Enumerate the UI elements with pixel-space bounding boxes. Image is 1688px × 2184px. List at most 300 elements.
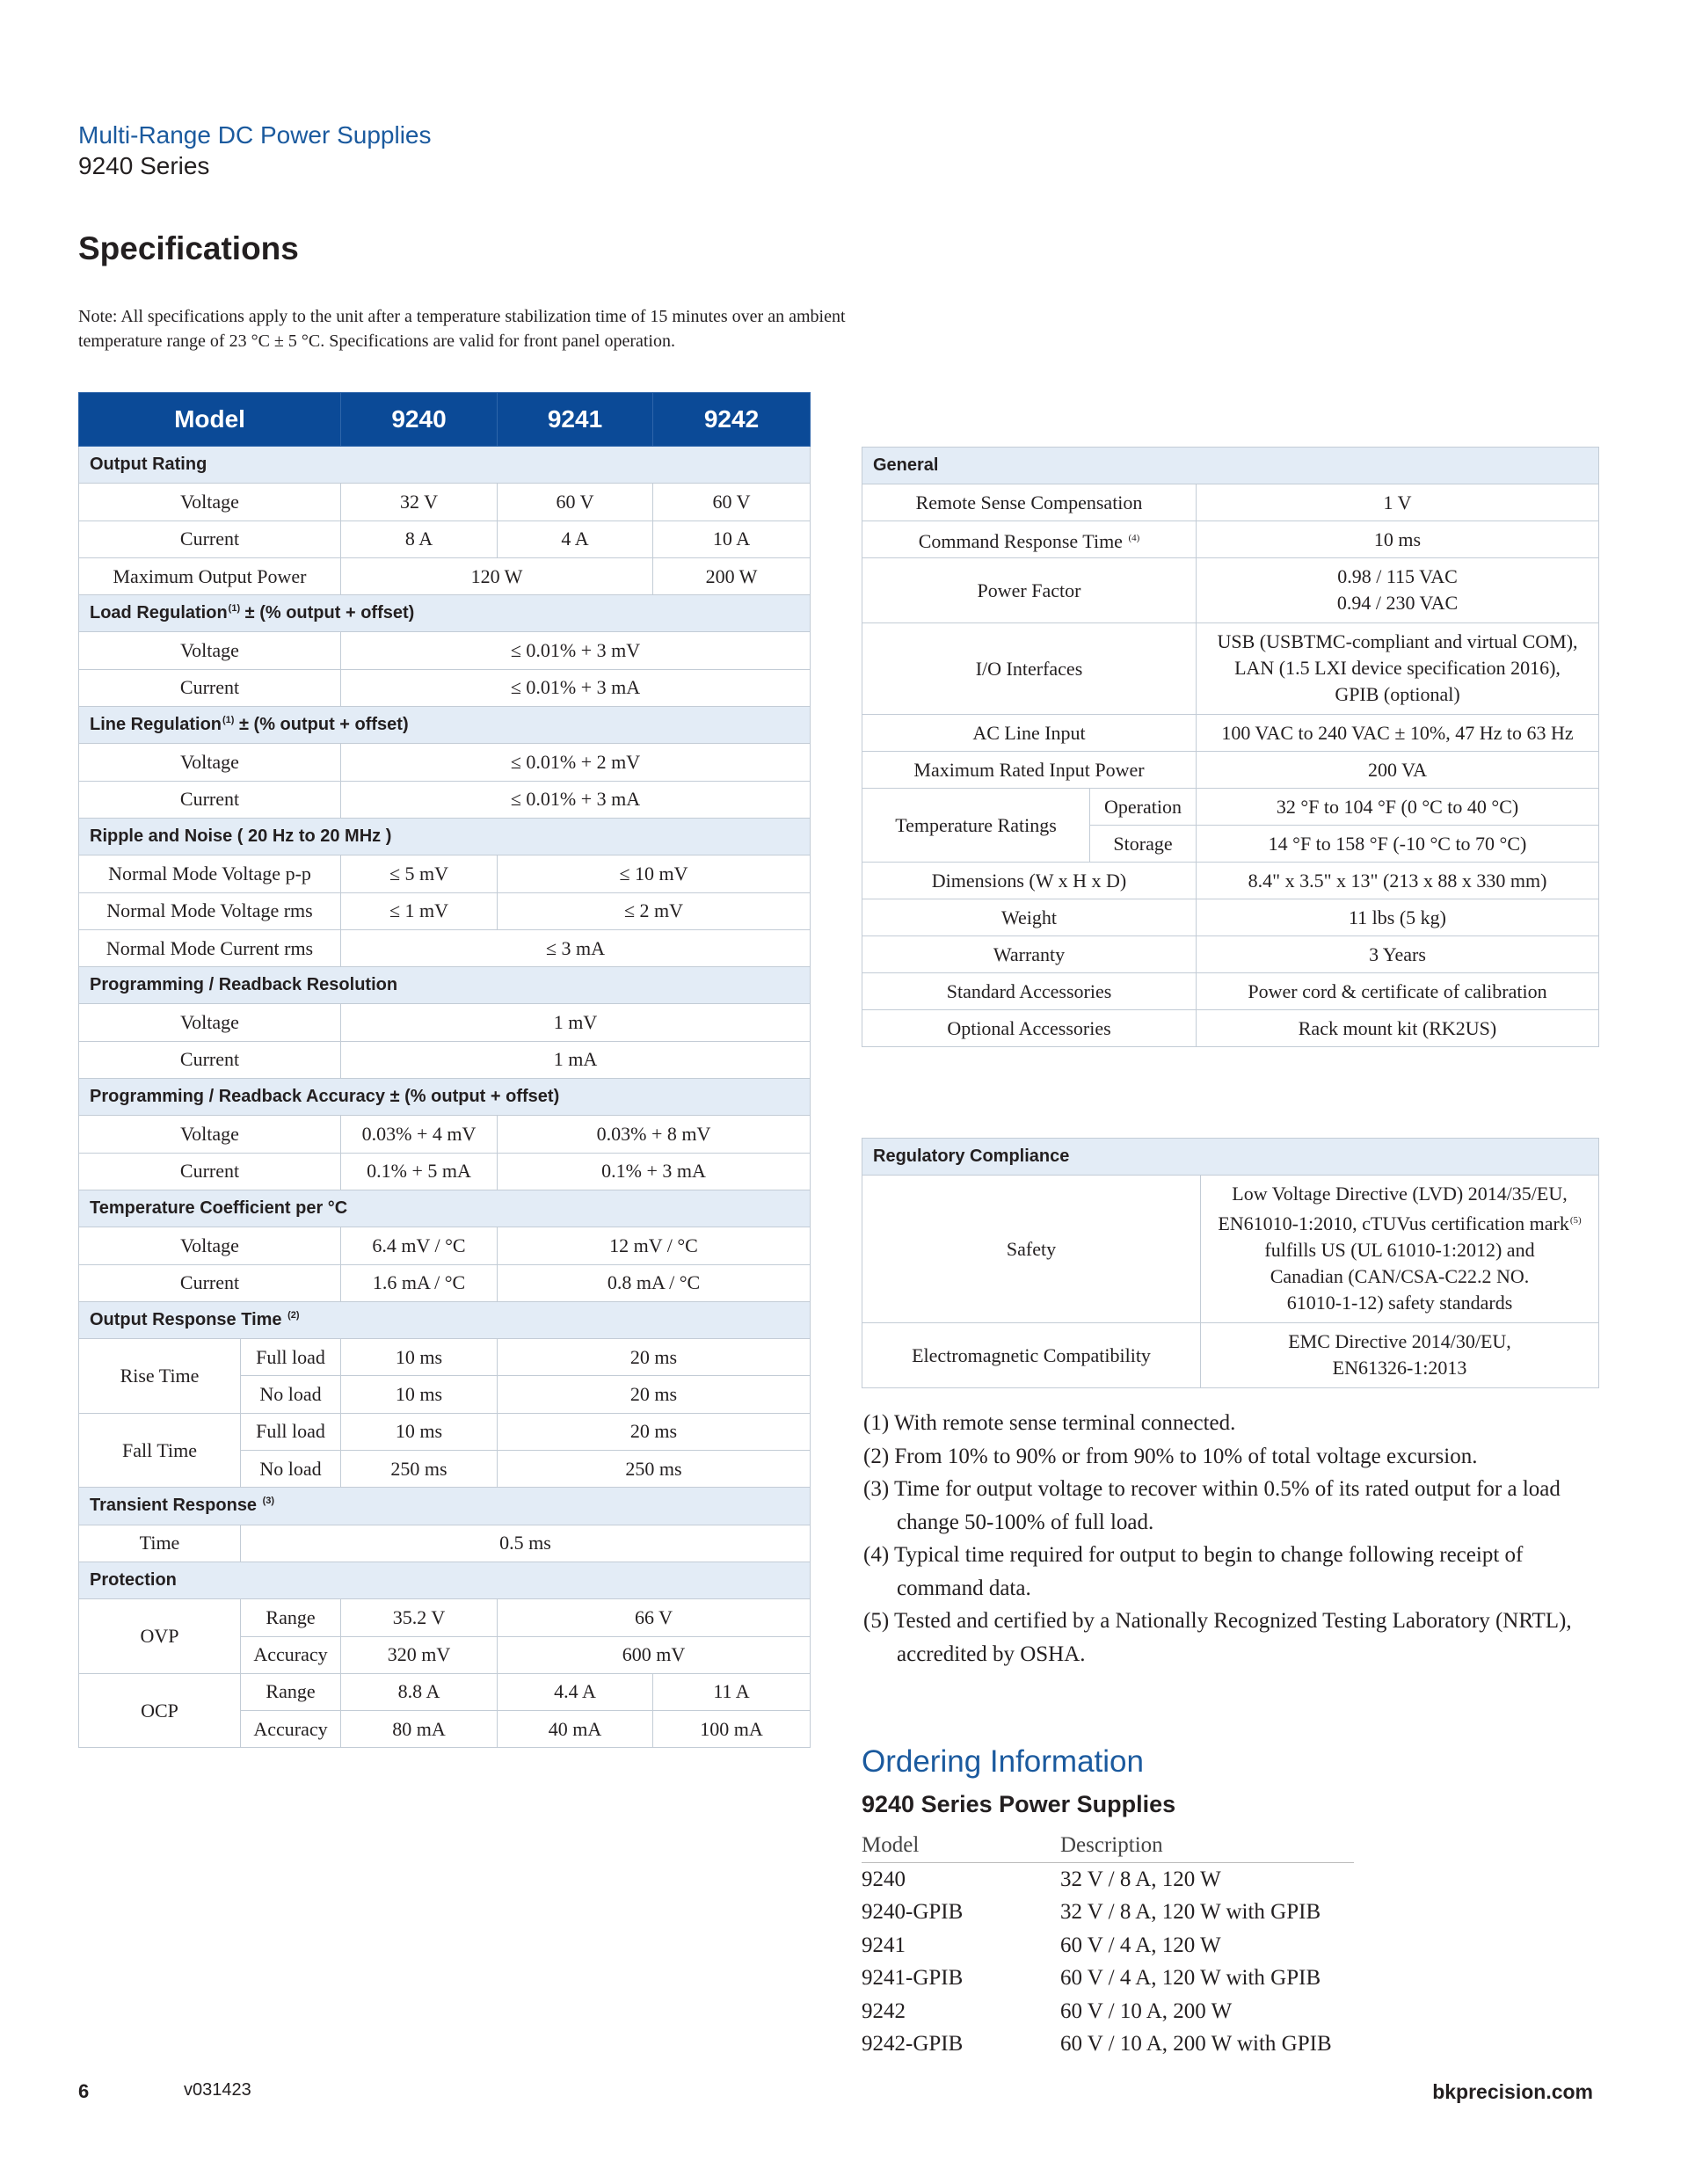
table-row bbox=[79, 929, 811, 966]
cell-text: 250 ms bbox=[625, 1457, 682, 1480]
table-cell bbox=[498, 1264, 811, 1301]
table-cell bbox=[79, 1041, 341, 1078]
cell-text: Voltage bbox=[180, 1234, 239, 1256]
table-cell bbox=[498, 1376, 811, 1413]
column-header-model: Model bbox=[79, 393, 341, 447]
cell-text: Current bbox=[179, 676, 240, 699]
section-header bbox=[79, 595, 811, 632]
section-title-tail: ± (% output + offset) bbox=[240, 603, 415, 623]
table-cell bbox=[79, 521, 341, 557]
section-title: Transient Response bbox=[90, 1496, 262, 1516]
footnote-ref: (1) bbox=[222, 715, 235, 726]
table-row bbox=[79, 1004, 811, 1041]
table-row bbox=[862, 623, 1599, 715]
section-title: Ripple and Noise ( 20 Hz to 20 MHz ) bbox=[90, 826, 392, 847]
table-row bbox=[862, 1010, 1599, 1047]
cell-text: Current bbox=[179, 788, 240, 811]
cell-text: Storage bbox=[1113, 832, 1173, 855]
table-cell bbox=[862, 1010, 1197, 1047]
cell-text: No load bbox=[259, 1457, 322, 1480]
section-row bbox=[79, 818, 811, 855]
cell-text: 0.8 mA / °C bbox=[607, 1271, 701, 1294]
table-cell bbox=[862, 715, 1197, 752]
table-row bbox=[862, 715, 1599, 752]
table-cell bbox=[341, 781, 811, 818]
section-row bbox=[79, 707, 811, 744]
cell-text: 200 VA bbox=[1367, 758, 1428, 781]
table-cell bbox=[1197, 973, 1599, 1010]
cell-text: Safety bbox=[1006, 1237, 1057, 1260]
table-cell bbox=[341, 484, 498, 521]
table-cell bbox=[498, 1116, 811, 1153]
section-title: General bbox=[873, 455, 939, 475]
model-number: 9241 bbox=[862, 1933, 906, 1957]
table-row bbox=[862, 899, 1599, 936]
cell-text: 11 lbs (5 kg) bbox=[1349, 906, 1447, 928]
cell-text: Time bbox=[139, 1532, 180, 1554]
table-cell bbox=[241, 1673, 341, 1710]
cell-text: Range bbox=[266, 1605, 316, 1628]
table-row bbox=[79, 744, 811, 781]
cell-text: 1 mV bbox=[553, 1011, 598, 1034]
table-cell bbox=[241, 1636, 341, 1673]
section-row bbox=[79, 1301, 811, 1338]
cell-text: ≤ 1 mV bbox=[389, 899, 449, 922]
cell-text: 66 V bbox=[635, 1605, 673, 1628]
cell-text: OCP bbox=[141, 1699, 178, 1722]
table-cell bbox=[79, 892, 341, 929]
model-description: 60 V / 10 A, 200 W with GPIB bbox=[1060, 2032, 1332, 2056]
cell-text: 1.6 mA / °C bbox=[372, 1271, 466, 1294]
ordering-row bbox=[862, 1929, 1354, 1962]
table-cell bbox=[1197, 752, 1599, 789]
cell-text: 60 V bbox=[556, 490, 594, 513]
cell-text: 0.03% + 4 mV bbox=[361, 1122, 477, 1145]
table-cell bbox=[341, 1116, 498, 1153]
table-row bbox=[862, 521, 1599, 558]
footnote-ref: (4) bbox=[1128, 532, 1140, 543]
footnote: (5) Tested and certified by a Nationally Recognized Testing Laboratory (NRTL), accredited by OSHA. bbox=[863, 1609, 1572, 1666]
table-cell bbox=[341, 632, 811, 669]
table-cell bbox=[341, 1711, 498, 1748]
section-header bbox=[79, 707, 811, 744]
cell-text: 32 °F to 104 °F (0 °C to 40 °C) bbox=[1276, 795, 1519, 818]
cell-text: Weight bbox=[1001, 906, 1057, 928]
table-cell bbox=[862, 863, 1197, 899]
cell-text: ≤ 0.01% + 3 mV bbox=[510, 639, 641, 662]
section-header bbox=[79, 1079, 811, 1116]
table-cell bbox=[79, 929, 341, 966]
table-row bbox=[79, 1413, 811, 1450]
table-row bbox=[862, 752, 1599, 789]
cell-text: 0.1% + 3 mA bbox=[601, 1160, 706, 1183]
section-title: Output Rating bbox=[90, 455, 207, 475]
section-row bbox=[862, 448, 1599, 484]
spec-note: Note: All specifications apply to the unit after a temperature stabilization time of 15 minutes over an ambient temperature range of 23 °C ± 5 °C. Specifications are valid for front panel operation. bbox=[78, 307, 846, 351]
table-cell bbox=[1197, 521, 1599, 558]
table-cell bbox=[79, 1116, 341, 1153]
footnote: (3) Time for output voltage to recover within 0.5% of its rated output for a load change 50-100% of full load. bbox=[863, 1477, 1561, 1534]
table-row bbox=[79, 781, 811, 818]
table-cell bbox=[862, 1323, 1201, 1388]
cell-text: 10 ms bbox=[395, 1345, 443, 1368]
section-title: Load Regulation bbox=[90, 603, 228, 623]
table-row bbox=[79, 632, 811, 669]
cell-text: Optional Accessories bbox=[947, 1016, 1111, 1039]
section-header bbox=[862, 1139, 1599, 1176]
column-header-9240: 9240 bbox=[341, 393, 498, 447]
table-cell bbox=[1197, 789, 1599, 826]
table-cell bbox=[1197, 484, 1599, 521]
table-cell bbox=[1197, 1010, 1599, 1047]
page-title: Specifications bbox=[78, 230, 299, 266]
table-row bbox=[79, 1041, 811, 1078]
cell-text: 3 Years bbox=[1369, 943, 1426, 965]
cell-text: Power cord & certificate of calibration bbox=[1248, 979, 1547, 1002]
cell-text: Range bbox=[266, 1680, 316, 1703]
ordering-row bbox=[862, 2027, 1354, 2061]
cell-text: AC Line Input bbox=[972, 721, 1086, 744]
section-header bbox=[79, 818, 811, 855]
cell-text: Voltage bbox=[180, 639, 239, 662]
table-row bbox=[79, 484, 811, 521]
cell-text: Voltage bbox=[180, 1011, 239, 1034]
table-cell bbox=[241, 1413, 341, 1450]
cell-text: 10 ms bbox=[1373, 528, 1422, 550]
cell-text: Command Response Time bbox=[918, 529, 1128, 552]
cell-text: OVP bbox=[140, 1625, 179, 1647]
table-row bbox=[79, 1227, 811, 1264]
ordering-header-description: Description bbox=[1060, 1833, 1163, 1857]
table-cell bbox=[1090, 826, 1197, 863]
cell-text: 40 mA bbox=[548, 1717, 602, 1740]
ordering-list bbox=[862, 1829, 1354, 2061]
table-row bbox=[862, 973, 1599, 1010]
model-number: 9240 bbox=[862, 1867, 906, 1891]
cell-text: Full load bbox=[256, 1345, 325, 1368]
section-header bbox=[79, 1190, 811, 1227]
footnote: (4) Typical time required for output to begin to change following receipt of command data. bbox=[863, 1543, 1524, 1600]
table-cell bbox=[341, 929, 811, 966]
section-title: Temperature Coefficient per °C bbox=[90, 1198, 348, 1219]
table-cell bbox=[79, 1004, 341, 1041]
table-cell bbox=[341, 1227, 498, 1264]
model-number: 9240-GPIB bbox=[862, 1900, 964, 1924]
table-cell bbox=[79, 669, 341, 706]
section-row bbox=[862, 1139, 1599, 1176]
table-cell bbox=[862, 752, 1197, 789]
table-cell bbox=[653, 484, 811, 521]
cell-text: Maximum Rated Input Power bbox=[913, 758, 1145, 781]
section-header bbox=[79, 1488, 811, 1525]
cell-text: 0.5 ms bbox=[499, 1532, 551, 1554]
table-cell bbox=[341, 557, 653, 594]
cell-text: ≤ 5 mV bbox=[389, 862, 449, 885]
cell-text: ≤ 2 mV bbox=[623, 899, 684, 922]
table-row bbox=[79, 521, 811, 557]
table-cell bbox=[79, 855, 341, 892]
table-cell bbox=[862, 973, 1197, 1010]
cell-text: USB (USBTMC-compliant and virtual COM), LAN (1.5 LXI device specification 2016), GPIB (optional) bbox=[1217, 630, 1578, 705]
table-cell bbox=[498, 1339, 811, 1376]
table-cell bbox=[653, 1711, 811, 1748]
cell-text: Accuracy bbox=[253, 1643, 328, 1666]
table-cell bbox=[341, 1264, 498, 1301]
table-cell bbox=[1197, 863, 1599, 899]
cell-text: Voltage bbox=[180, 751, 239, 774]
cell-text: 120 W bbox=[470, 564, 523, 587]
column-header-9241: 9241 bbox=[498, 393, 653, 447]
cell-text: Maximum Output Power bbox=[113, 564, 307, 587]
table-cell bbox=[341, 669, 811, 706]
section-header bbox=[862, 448, 1599, 484]
table-cell bbox=[341, 1636, 498, 1673]
model-description: 60 V / 4 A, 120 W bbox=[1060, 1933, 1221, 1957]
table-cell bbox=[862, 789, 1090, 863]
table-cell bbox=[79, 632, 341, 669]
series-subtitle: 9240 Series bbox=[78, 152, 210, 179]
ordering-row bbox=[862, 1863, 1354, 1896]
table-cell bbox=[241, 1599, 341, 1636]
ordering-title: Ordering Information bbox=[862, 1744, 1144, 1779]
cell-text: Normal Mode Voltage p-p bbox=[108, 862, 311, 885]
table-cell bbox=[862, 521, 1197, 558]
cell-text: Current bbox=[179, 528, 240, 550]
table-cell bbox=[498, 1153, 811, 1190]
cell-text: 32 V bbox=[400, 490, 439, 513]
table-row bbox=[79, 557, 811, 594]
cell-text: 4.4 A bbox=[554, 1680, 596, 1703]
table-row bbox=[79, 1264, 811, 1301]
table-row bbox=[79, 669, 811, 706]
cell-text: 1 V bbox=[1383, 491, 1412, 513]
section-title: Regulatory Compliance bbox=[873, 1147, 1070, 1166]
column-header-9242: 9242 bbox=[653, 393, 811, 447]
table-row bbox=[862, 558, 1599, 623]
table-cell bbox=[498, 855, 811, 892]
cell-text: 10 ms bbox=[395, 1420, 443, 1443]
table-cell bbox=[341, 892, 498, 929]
table-cell bbox=[79, 1339, 241, 1414]
section-title: Output Response Time bbox=[90, 1309, 287, 1329]
cell-text: 20 ms bbox=[629, 1345, 678, 1368]
section-row bbox=[79, 1488, 811, 1525]
table-cell bbox=[1197, 826, 1599, 863]
cell-text: Normal Mode Current rms bbox=[106, 936, 314, 959]
section-row bbox=[79, 595, 811, 632]
table-cell bbox=[498, 1711, 653, 1748]
ordering-row bbox=[862, 1995, 1354, 2028]
model-number: 9242-GPIB bbox=[862, 2032, 964, 2056]
cell-text: Accuracy bbox=[253, 1717, 328, 1740]
section-header bbox=[79, 1301, 811, 1338]
cell-text: ≤ 10 mV bbox=[619, 862, 688, 885]
cell-text: 320 mV bbox=[387, 1643, 451, 1666]
section-title: Programming / Readback Accuracy ± (% output + offset) bbox=[90, 1087, 560, 1107]
model-number: 9242 bbox=[862, 1998, 906, 2023]
table-row bbox=[79, 1116, 811, 1153]
table-cell bbox=[79, 1413, 241, 1488]
general-table bbox=[862, 447, 1599, 1047]
table-row bbox=[79, 1339, 811, 1376]
table-row bbox=[862, 936, 1599, 973]
cell-text: No load bbox=[259, 1383, 322, 1406]
cell-text-cont: fulfills US (UL 61010-1:2012) and Canadian (CAN/CSA-C22.2 NO. 61010-1-12) safety standards bbox=[1264, 1239, 1535, 1314]
ordering-header-model: Model bbox=[862, 1833, 920, 1857]
table-cell bbox=[79, 1227, 341, 1264]
cell-text: 14 °F to 158 °F (-10 °C to 70 °C) bbox=[1268, 832, 1527, 855]
table-row bbox=[79, 855, 811, 892]
section-title: Protection bbox=[90, 1570, 177, 1591]
cell-text: 0.1% + 5 mA bbox=[367, 1160, 471, 1183]
footnote: (1) With remote sense terminal connected. bbox=[863, 1411, 1236, 1435]
table-cell bbox=[79, 1525, 241, 1562]
table-row bbox=[862, 484, 1599, 521]
cell-text: 250 ms bbox=[390, 1457, 447, 1480]
table-row bbox=[79, 1525, 811, 1562]
cell-text: Normal Mode Voltage rms bbox=[106, 899, 313, 922]
table-cell bbox=[79, 1673, 241, 1748]
cell-text: 12 mV / °C bbox=[609, 1234, 698, 1256]
model-description: 60 V / 10 A, 200 W bbox=[1060, 1998, 1233, 2023]
cell-text: Full load bbox=[256, 1420, 325, 1443]
table-cell bbox=[341, 855, 498, 892]
table-cell bbox=[1197, 715, 1599, 752]
cell-text: 20 ms bbox=[629, 1383, 678, 1406]
section-row bbox=[79, 1562, 811, 1598]
footnote: (2) From 10% to 90% or from 90% to 10% of total voltage excursion. bbox=[863, 1444, 1478, 1468]
table-cell bbox=[653, 521, 811, 557]
version: v031423 bbox=[184, 2080, 251, 2100]
cell-text: Voltage bbox=[180, 1122, 239, 1145]
page-number: 6 bbox=[78, 2080, 90, 2102]
table-cell bbox=[862, 899, 1197, 936]
cell-text: Current bbox=[179, 1160, 240, 1183]
table-cell bbox=[341, 1673, 498, 1710]
table-cell bbox=[1197, 899, 1599, 936]
table-cell bbox=[241, 1451, 341, 1488]
table-row bbox=[79, 1599, 811, 1636]
table-cell bbox=[498, 1636, 811, 1673]
table-cell bbox=[341, 1599, 498, 1636]
cell-text: Voltage bbox=[180, 490, 239, 513]
cell-text: Fall Time bbox=[122, 1438, 197, 1461]
footnote-ref: (3) bbox=[262, 1496, 275, 1507]
table-cell bbox=[1090, 789, 1197, 826]
cell-text: Standard Accessories bbox=[946, 979, 1112, 1002]
cell-text: Low Voltage Directive (LVD) 2014/35/EU, EN61010-1:2010, cTUVus certification mark bbox=[1218, 1183, 1569, 1234]
cell-text: 200 W bbox=[705, 564, 758, 587]
table-cell bbox=[79, 781, 341, 818]
cell-text: Power Factor bbox=[977, 579, 1081, 601]
cell-text: 10 A bbox=[712, 528, 751, 550]
table-cell bbox=[341, 1004, 811, 1041]
table-row bbox=[79, 1673, 811, 1710]
cell-text: 20 ms bbox=[629, 1420, 678, 1443]
cell-text: 8.4" x 3.5" x 13" (213 x 88 x 330 mm) bbox=[1248, 869, 1547, 892]
table-cell bbox=[341, 1041, 811, 1078]
cell-text: Remote Sense Compensation bbox=[915, 491, 1143, 513]
table-cell bbox=[79, 484, 341, 521]
website-link[interactable]: bkprecision.com bbox=[1432, 2080, 1593, 2103]
table-row bbox=[862, 863, 1599, 899]
table-row bbox=[79, 1153, 811, 1190]
table-cell bbox=[79, 1153, 341, 1190]
table-row bbox=[862, 1323, 1599, 1388]
table-cell bbox=[498, 1673, 653, 1710]
table-cell bbox=[341, 1153, 498, 1190]
table-cell bbox=[498, 521, 653, 557]
cell-text: Current bbox=[179, 1048, 240, 1071]
section-title: Line Regulation bbox=[90, 715, 222, 735]
table-cell bbox=[241, 1711, 341, 1748]
table-row bbox=[862, 789, 1599, 826]
cell-text: Dimensions (W x H x D) bbox=[931, 869, 1127, 892]
ordering-header bbox=[862, 1829, 1354, 1863]
table-cell bbox=[79, 1264, 341, 1301]
table-cell bbox=[653, 557, 811, 594]
cell-text: ≤ 0.01% + 3 mA bbox=[510, 676, 641, 699]
model-description: 32 V / 8 A, 120 W bbox=[1060, 1867, 1221, 1891]
table-cell bbox=[341, 1376, 498, 1413]
cell-text: Warranty bbox=[993, 943, 1066, 965]
section-header bbox=[79, 1562, 811, 1598]
section-row bbox=[79, 967, 811, 1004]
cell-text: Operation bbox=[1104, 795, 1182, 818]
series-title: Multi-Range DC Power Supplies bbox=[78, 121, 432, 149]
table-row bbox=[79, 892, 811, 929]
spec-table bbox=[78, 392, 811, 1748]
section-header bbox=[79, 967, 811, 1004]
ordering-subtitle: 9240 Series Power Supplies bbox=[862, 1791, 1176, 1817]
model-number: 9241-GPIB bbox=[862, 1966, 964, 1990]
regulatory-table bbox=[862, 1138, 1599, 1388]
cell-text: ≤ 3 mA bbox=[545, 936, 606, 959]
table-cell bbox=[862, 1176, 1201, 1323]
section-header bbox=[79, 447, 811, 484]
table-cell bbox=[1201, 1176, 1599, 1323]
cell-text: 80 mA bbox=[392, 1717, 446, 1740]
table-cell bbox=[341, 1451, 498, 1488]
footnotes bbox=[863, 1407, 1611, 1671]
table-cell bbox=[241, 1525, 811, 1562]
table-cell bbox=[862, 558, 1197, 623]
cell-text: 4 A bbox=[561, 528, 589, 550]
cell-text: 100 VAC to 240 VAC ± 10%, 47 Hz to 63 Hz bbox=[1221, 721, 1574, 744]
table-cell bbox=[653, 1673, 811, 1710]
table-cell bbox=[498, 1227, 811, 1264]
table-cell bbox=[862, 623, 1197, 715]
model-description: 60 V / 4 A, 120 W with GPIB bbox=[1060, 1966, 1321, 1990]
table-cell bbox=[498, 484, 653, 521]
section-row bbox=[79, 1079, 811, 1116]
cell-text: I/O Interfaces bbox=[975, 657, 1083, 680]
cell-text: 600 mV bbox=[622, 1643, 686, 1666]
table-cell bbox=[79, 744, 341, 781]
table-cell bbox=[862, 936, 1197, 973]
table-cell bbox=[498, 892, 811, 929]
cell-text: 0.03% + 8 mV bbox=[596, 1122, 711, 1145]
table-row bbox=[862, 1176, 1599, 1323]
ordering-row bbox=[862, 1962, 1354, 1995]
section-row bbox=[79, 1190, 811, 1227]
table-cell bbox=[1197, 558, 1599, 623]
footnote-ref: (5) bbox=[1569, 1215, 1582, 1226]
cell-text: EMC Directive 2014/30/EU, EN61326-1:2013 bbox=[1288, 1330, 1511, 1379]
table-cell bbox=[498, 1413, 811, 1450]
cell-text: 8.8 A bbox=[397, 1680, 440, 1703]
footnote-ref: (1) bbox=[228, 603, 241, 615]
